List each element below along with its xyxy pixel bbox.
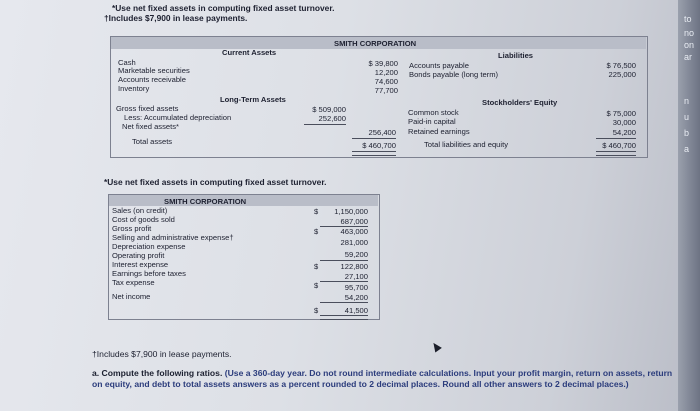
operating-profit-currency: $: [314, 262, 319, 271]
accounts-payable-label: Accounts payable: [409, 61, 469, 70]
edge-letter: no: [684, 28, 695, 38]
ebt-label: Earnings before taxes: [112, 269, 186, 278]
gross-profit-currency: $: [314, 227, 319, 236]
cogs-label: Cost of goods sold: [112, 215, 175, 224]
cogs-value: 687,000: [340, 217, 368, 226]
total-assets-label: Total assets: [132, 137, 173, 146]
note-lease-bottom: †Includes $7,900 in lease payments.: [92, 349, 232, 359]
receivable-value: 74,600: [374, 77, 398, 86]
balance-sheet-title: SMITH CORPORATION: [334, 39, 417, 48]
edge-letter: to: [684, 14, 692, 24]
cash-value: $ 39,800: [368, 59, 398, 68]
edge-letter: b: [684, 128, 690, 138]
net-income-value: 41,500: [344, 306, 368, 315]
ebt-currency: $: [314, 281, 319, 290]
long-term-assets-header: Long-Term Assets: [220, 95, 286, 104]
paid-in-capital-label: Paid-in capital: [408, 117, 456, 126]
common-stock-value: $ 75,000: [606, 109, 636, 118]
edge-letter: a: [684, 144, 690, 154]
net-income-label: Net income: [112, 292, 151, 301]
total-assets-value: $ 460,700: [362, 141, 396, 150]
marketable-value: 12,200: [374, 68, 398, 77]
bonds-payable-label: Bonds payable (long term): [409, 70, 499, 79]
edge-letter: n: [684, 96, 690, 106]
selling-admin-value: 281,000: [340, 238, 368, 247]
depreciation-expense-value: 59,200: [344, 250, 368, 259]
sales-label: Sales (on credit): [112, 206, 168, 215]
edge-letter: on: [684, 40, 695, 50]
total-le-double-underline: [596, 151, 636, 156]
balance-sheet-box: [110, 36, 648, 158]
retained-earnings-value: 54,200: [612, 128, 636, 137]
interest-expense-value: 27,100: [344, 272, 368, 281]
edge-letter: ar: [684, 52, 693, 62]
net-income-currency: $: [314, 306, 319, 315]
gross-profit-label: Gross profit: [112, 224, 152, 233]
accounts-payable-value: $ 76,500: [606, 61, 636, 70]
bonds-payable-value: 225,000: [608, 70, 636, 79]
edge-letter: u: [684, 112, 690, 122]
depreciation-label: Less: Accumulated depreciation: [124, 113, 232, 122]
question-text: [92, 368, 682, 389]
gross-profit-value: 463,000: [340, 227, 368, 236]
receivable-label: Accounts receivable: [118, 75, 186, 84]
depreciation-underline-is: [320, 260, 368, 261]
net-fixed-label: Net fixed assets*: [122, 122, 179, 131]
tax-underline: [320, 302, 368, 303]
tax-expense-label: Tax expense: [112, 278, 155, 287]
gross-fixed-value: $ 509,000: [312, 105, 346, 114]
gross-fixed-label: Gross fixed assets: [116, 104, 179, 113]
common-stock-label: Common stock: [408, 108, 459, 117]
cash-label: Cash: [118, 58, 136, 67]
right-edge-strip: [678, 0, 700, 411]
operating-profit-value: 122,800: [340, 262, 368, 271]
total-liabilities-equity-label: Total liabilities and equity: [424, 140, 509, 149]
question-instructions: (Use a 360-day year. Do not round intermediate calculations. Input your profit margin, return on assets, return on equity, and debt to total assets answers as a percent rounded to 2 decimal places. Round all other answers to 2 decimal places.): [92, 368, 673, 389]
depreciation-expense-label: Depreciation expense: [112, 242, 186, 251]
retained-earnings-label: Retained earnings: [408, 127, 470, 136]
income-statement-title: SMITH CORPORATION: [164, 197, 247, 206]
current-assets-header: Current Assets: [222, 48, 277, 57]
paid-in-capital-value: 30,000: [612, 118, 636, 127]
question-lead: a. Compute the following ratios.: [92, 368, 223, 378]
sales-currency: $: [314, 207, 319, 216]
total-assets-double-underline: [352, 151, 396, 156]
total-liabilities-equity-value: $ 460,700: [602, 141, 636, 150]
note-fixed-asset-mid: *Use net fixed assets in computing fixed asset turnover.: [104, 177, 327, 187]
equity-header: Stockholders' Equity: [482, 98, 558, 107]
liabilities-header: Liabilities: [498, 51, 534, 60]
operating-profit-label: Operating profit: [112, 251, 165, 260]
interest-expense-label: Interest expense: [112, 260, 169, 269]
net-fixed-underline: [352, 138, 396, 139]
marketable-label: Marketable securities: [118, 66, 190, 75]
sales-value: 1,150,000: [334, 207, 368, 216]
retained-earnings-underline: [596, 138, 636, 139]
note-lease: †Includes $7,900 in lease payments.: [104, 13, 248, 23]
selling-admin-label: Selling and administrative expense†: [112, 233, 234, 242]
net-fixed-value: 256,400: [368, 128, 396, 137]
net-income-double-underline: [320, 315, 368, 320]
note-fixed-asset: *Use net fixed assets in computing fixed asset turnover.: [112, 3, 335, 13]
depreciation-underline: [304, 124, 346, 125]
tax-expense-value: 54,200: [344, 293, 368, 302]
interest-underline: [320, 281, 368, 282]
depreciation-value: 252,600: [318, 114, 346, 123]
ebt-value: 95,700: [344, 283, 368, 292]
inventory-value: 77,700: [374, 86, 398, 95]
inventory-label: Inventory: [118, 84, 150, 93]
